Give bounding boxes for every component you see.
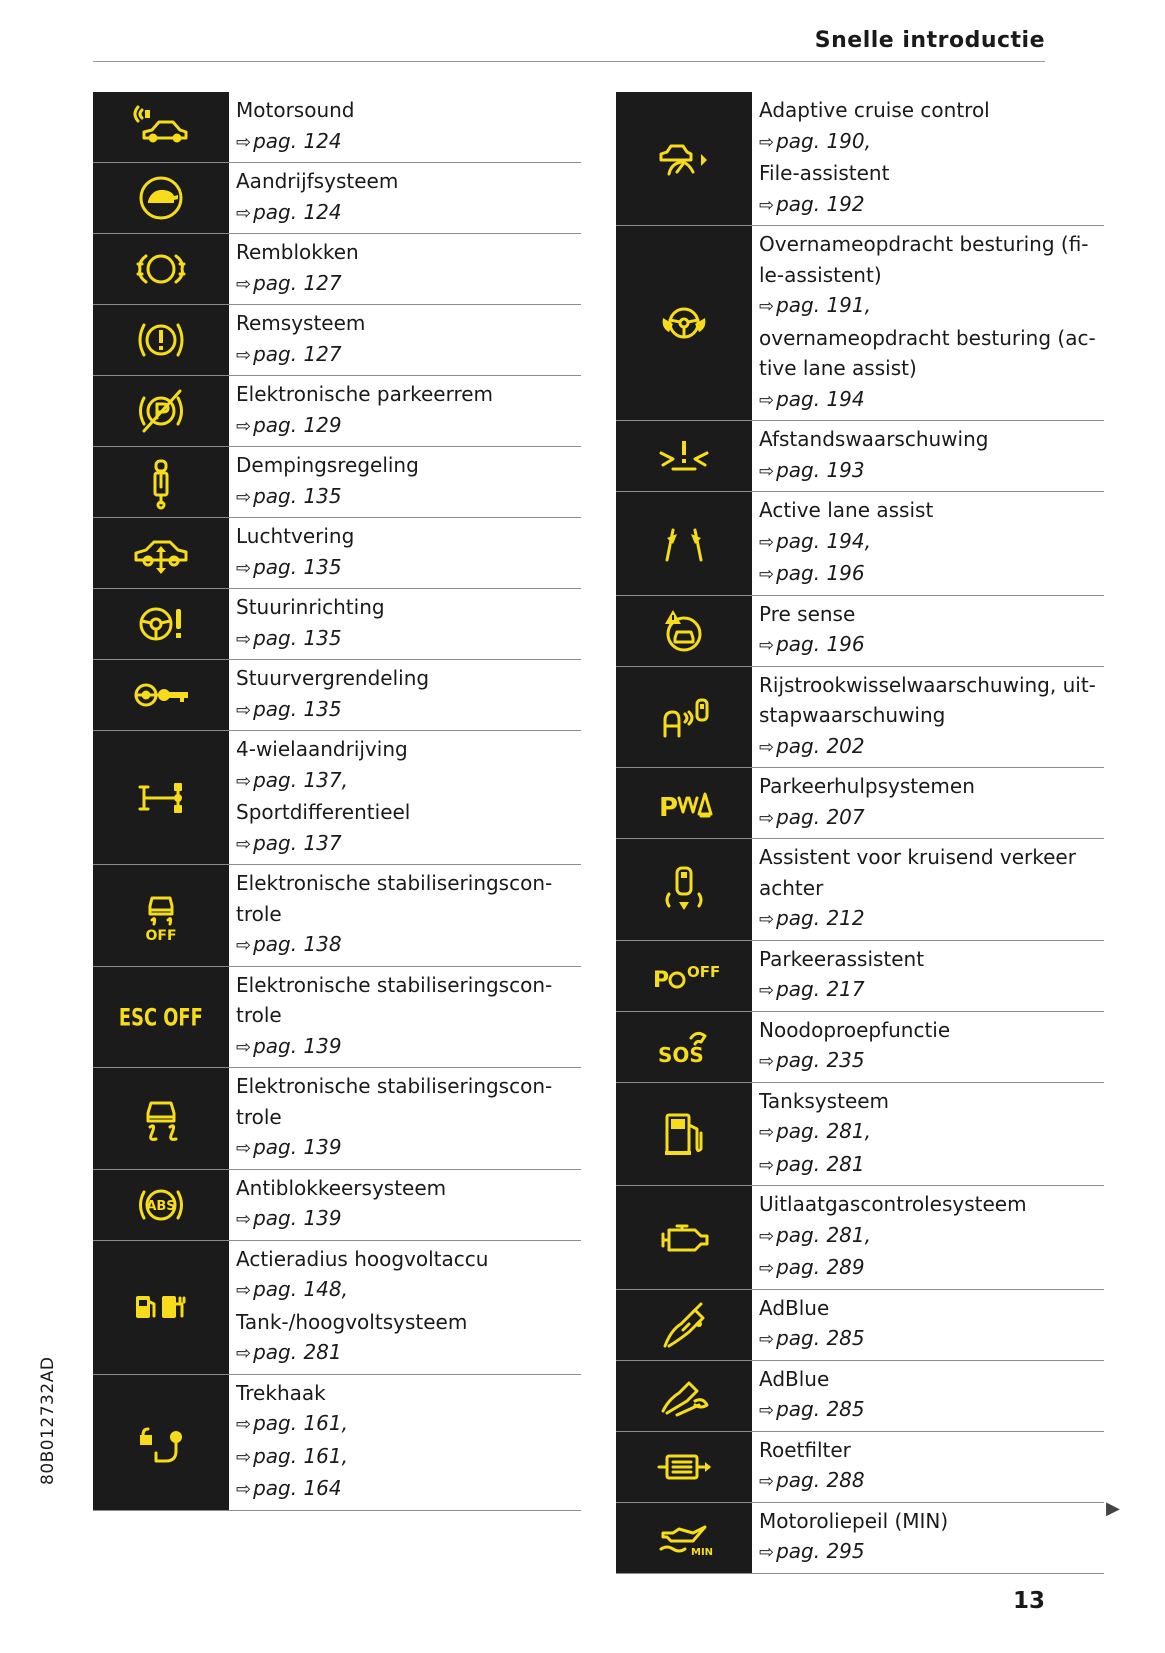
indicator-label: trole: [236, 1104, 282, 1129]
indicator-row: [616, 1012, 1104, 1083]
reference-arrow-icon: ⇨: [759, 389, 775, 411]
indicator-label: Uitlaatgascontrolesysteem: [759, 1192, 1027, 1216]
indicator-label: tive lane assist): [759, 356, 917, 380]
indicator-label: Stuurinrichting: [236, 595, 385, 619]
indicator-description: [752, 941, 1104, 1011]
indicator-label: Stuurvergrendeling: [236, 666, 430, 690]
reference-arrow-icon: ⇨: [759, 460, 775, 482]
park-assist-off-icon: [616, 941, 752, 1012]
air-suspension-icon: [93, 518, 229, 589]
indicator-label: le-assistent): [759, 262, 882, 287]
indicator-description: [752, 421, 1104, 491]
indicator-label: Trekhaak: [236, 1380, 326, 1405]
lane-change-warning-icon: [616, 667, 752, 769]
tow-hitch-icon: [93, 1375, 229, 1511]
svg-text:OFF: OFF: [145, 928, 177, 945]
drive-system-turtle-icon: [93, 163, 229, 234]
indicator-description: [229, 589, 581, 659]
indicator-row: [616, 1432, 1104, 1503]
reference-arrow-icon: ⇨: [759, 1471, 775, 1492]
indicator-description: [752, 1186, 1104, 1289]
page-reference: ⇨ pag. 161,: [236, 1443, 348, 1468]
indicator-row: [616, 596, 1104, 667]
reference-arrow-icon: ⇨: [236, 1138, 252, 1159]
indicator-row: [616, 1186, 1104, 1290]
reference-arrow-icon: ⇨: [236, 833, 252, 855]
indicator-row: [616, 1361, 1104, 1432]
oil-level-icon: [616, 1503, 752, 1574]
indicator-row: [93, 731, 581, 865]
page-reference: ⇨ pag. 135: [236, 625, 342, 650]
indicator-description: [752, 1432, 1104, 1502]
page-number: 13: [1012, 1588, 1045, 1614]
indicator-label: Remsysteem: [236, 311, 366, 335]
indicator-label: Remblokken: [236, 240, 359, 264]
indicator-row: [93, 1170, 581, 1241]
indicator-label: Noodoproepfunctie: [759, 1017, 951, 1042]
page-reference: ⇨ pag. 196: [759, 561, 865, 585]
indicator-label: trole: [236, 1003, 282, 1027]
fuel-pump-icon: [616, 1083, 752, 1187]
indicator-row: [93, 518, 581, 589]
stability-off-icon: [93, 865, 229, 967]
indicator-description: [229, 305, 581, 375]
page-reference: ⇨ pag. 196: [759, 632, 865, 656]
reference-arrow-icon: ⇨: [759, 1329, 775, 1350]
document-code: 80B012732AD: [38, 1356, 58, 1485]
indicator-label: Motorsound: [236, 98, 355, 122]
brake-pads-icon: [93, 234, 229, 305]
indicator-row: [616, 421, 1104, 492]
reference-arrow-icon: ⇨: [759, 1542, 775, 1563]
page-reference: ⇨ pag. 161,: [236, 1411, 348, 1435]
indicator-row: [616, 226, 1104, 421]
indicator-label: Elektronische stabiliseringscon-: [236, 1074, 553, 1098]
reference-arrow-icon: ⇨: [759, 1400, 775, 1421]
page-reference: ⇨ pag. 139: [236, 1206, 342, 1230]
reference-arrow-icon: ⇨: [759, 980, 775, 1001]
page-reference: ⇨ pag. 193: [759, 457, 865, 482]
cross-traffic-icon: [616, 839, 752, 941]
page-header-title: Snelle introductie: [814, 28, 1045, 53]
page-reference: ⇨ pag. 139: [236, 1033, 342, 1058]
indicator-label: Tank-/hoogvoltsysteem: [236, 1309, 468, 1334]
reference-arrow-icon: ⇨: [759, 1122, 775, 1143]
indicator-label: Active lane assist: [759, 498, 934, 522]
reference-arrow-icon: ⇨: [236, 557, 252, 579]
page-reference: ⇨ pag. 281,: [759, 1222, 871, 1247]
page-reference: ⇨ pag. 135: [236, 554, 342, 579]
indicator-label: Elektronische stabiliseringscon-: [236, 972, 553, 997]
page-reference: ⇨ pag. 235: [759, 1048, 865, 1072]
indicator-description: [229, 731, 581, 864]
indicator-label: AdBlue: [759, 1366, 830, 1391]
page-reference: ⇨ pag. 212: [759, 906, 865, 930]
svg-text:P: P: [659, 793, 679, 823]
indicator-description: [229, 1170, 581, 1240]
brake-system-icon: [93, 305, 229, 376]
reference-arrow-icon: ⇨: [236, 699, 252, 721]
reference-arrow-icon: ⇨: [236, 486, 252, 508]
indicator-row: [93, 305, 581, 376]
indicator-description: [752, 1361, 1104, 1431]
reference-arrow-icon: ⇨: [759, 194, 775, 216]
page-reference: ⇨ pag. 124: [236, 199, 342, 224]
parking-brake-off-icon: [93, 376, 229, 447]
reference-arrow-icon: ⇨: [236, 202, 252, 224]
page-reference: ⇨ pag. 194: [759, 386, 865, 411]
indicator-row: [616, 941, 1104, 1012]
reference-arrow-icon: ⇨: [759, 131, 775, 153]
indicator-label: overnameopdracht besturing (ac-: [759, 325, 1096, 350]
indicator-label: Sportdifferentieel: [236, 800, 411, 824]
indicator-row: [93, 1241, 581, 1375]
indicator-description: [229, 518, 581, 588]
reference-arrow-icon: ⇨: [236, 1446, 252, 1468]
indicator-description: [752, 1503, 1104, 1573]
page-reference: ⇨ pag. 124: [236, 128, 342, 153]
indicator-row: [616, 492, 1104, 596]
page-reference: ⇨ pag. 207: [759, 804, 865, 829]
reference-arrow-icon: ⇨: [236, 1209, 252, 1230]
indicator-label: Antiblokkeersysteem: [236, 1175, 447, 1200]
reference-arrow-icon: ⇨: [236, 1036, 252, 1058]
page-reference: ⇨ pag. 137: [236, 830, 342, 855]
abs-icon: [93, 1170, 229, 1241]
next-page-arrow: ▶: [1106, 1498, 1120, 1519]
indicator-row: [616, 92, 1104, 226]
indicator-row: [93, 1068, 581, 1170]
indicator-label: Adaptive cruise control: [759, 98, 990, 122]
indicator-description: [752, 1290, 1104, 1360]
indicator-description: [752, 1012, 1104, 1082]
page-reference: ⇨ pag. 194,: [759, 528, 871, 553]
page-reference: ⇨ pag. 295: [759, 1539, 865, 1563]
lane-assist-icon: [616, 492, 752, 596]
steering-warning-icon: [93, 589, 229, 660]
indicator-label: trole: [236, 901, 282, 926]
indicator-description: [229, 376, 581, 446]
page-reference: ⇨ pag. 138: [236, 932, 342, 956]
four-wheel-drive-icon: [93, 731, 229, 865]
page-reference: ⇨ pag. 202: [759, 733, 865, 758]
indicator-label: Aandrijfsysteem: [236, 169, 399, 193]
indicator-row: [93, 234, 581, 305]
reference-arrow-icon: ⇨: [759, 1154, 775, 1176]
reference-arrow-icon: ⇨: [236, 273, 252, 295]
reference-arrow-icon: ⇨: [236, 1280, 252, 1301]
indicator-row: [93, 865, 581, 967]
reference-arrow-icon: ⇨: [236, 770, 252, 792]
reference-arrow-icon: ⇨: [236, 628, 252, 650]
indicator-label: Roetfilter: [759, 1437, 851, 1462]
page-reference: ⇨ pag. 217: [759, 977, 865, 1001]
engine-check-icon: [616, 1186, 752, 1290]
indicator-description: [752, 667, 1104, 768]
svg-text:MIN: MIN: [691, 1546, 714, 1558]
page-reference: ⇨ pag. 288: [759, 1468, 865, 1492]
indicator-label: Overnameopdracht besturing (fi-: [759, 232, 1089, 256]
indicator-description: [229, 92, 581, 162]
reference-arrow-icon: ⇨: [236, 1479, 252, 1500]
svg-text:ESC OFF: ESC OFF: [118, 1003, 203, 1033]
indicator-row: [616, 1083, 1104, 1187]
indicator-description: [229, 1068, 581, 1169]
reference-arrow-icon: ⇨: [236, 415, 252, 437]
indicator-description: [229, 234, 581, 304]
indicator-row: [93, 589, 581, 660]
page-reference: ⇨ pag. 135: [236, 483, 342, 508]
reference-arrow-icon: ⇨: [236, 935, 252, 956]
indicator-description: [229, 967, 581, 1068]
indicator-description: [752, 1083, 1104, 1186]
reference-arrow-icon: ⇨: [759, 1258, 775, 1279]
svg-text:SOS: SOS: [658, 1042, 704, 1067]
left-indicator-table: [93, 92, 581, 1511]
indicator-description: [752, 226, 1104, 420]
indicator-row: [93, 967, 581, 1069]
indicator-label: Parkeerhulpsystemen: [759, 774, 975, 798]
indicator-description: [752, 768, 1104, 838]
indicator-row: [93, 376, 581, 447]
page-reference: ⇨ pag. 135: [236, 696, 342, 721]
indicator-description: [229, 1241, 581, 1374]
adblue-icon: [616, 1290, 752, 1361]
indicator-label: Afstandswaarschuwing: [759, 427, 989, 451]
indicator-description: [229, 660, 581, 730]
svg-text:OFF: OFF: [687, 962, 721, 981]
indicator-row: [93, 92, 581, 163]
reference-arrow-icon: ⇨: [759, 909, 775, 930]
page-reference: ⇨ pag. 129: [236, 412, 342, 437]
indicator-label: stapwaarschuwing: [759, 703, 946, 727]
page-reference: ⇨ pag. 281,: [759, 1119, 871, 1143]
indicator-label: Actieradius hoogvoltaccu: [236, 1246, 489, 1271]
pre-sense-icon: [616, 596, 752, 667]
adblue-service-icon: [616, 1361, 752, 1432]
page-reference: ⇨ pag. 127: [236, 341, 342, 366]
reference-arrow-icon: ⇨: [236, 1414, 252, 1435]
reference-arrow-icon: ⇨: [759, 635, 775, 656]
right-indicator-table: [616, 92, 1104, 1574]
page-reference: ⇨ pag. 192: [759, 191, 865, 216]
page-reference: ⇨ pag. 164: [236, 1476, 342, 1500]
adaptive-cruise-icon: [616, 92, 752, 226]
header-divider: [93, 61, 1045, 62]
indicator-row: [93, 660, 581, 731]
sos-icon: [616, 1012, 752, 1083]
indicator-label: Parkeerassistent: [759, 946, 925, 971]
reference-arrow-icon: ⇨: [759, 807, 775, 829]
indicator-description: [752, 92, 1104, 225]
indicator-row: [616, 1290, 1104, 1361]
page-reference: ⇨ pag. 285: [759, 1397, 865, 1421]
page-reference: ⇨ pag. 289: [759, 1255, 865, 1279]
page-reference: ⇨ pag. 281: [759, 1151, 865, 1176]
damper-icon: [93, 447, 229, 518]
reference-arrow-icon: ⇨: [236, 1343, 252, 1364]
indicator-description: [752, 596, 1104, 666]
parking-aid-icon: [616, 768, 752, 839]
indicator-description: [229, 447, 581, 517]
indicator-description: [229, 163, 581, 233]
page-reference: ⇨ pag. 191,: [759, 293, 871, 317]
indicator-row: [616, 839, 1104, 941]
indicator-label: Elektronische stabiliseringscon-: [236, 871, 553, 895]
indicator-label: Dempingsregeling: [236, 453, 419, 477]
indicator-label: Rijstrookwisselwaarschuwing, uit-: [759, 672, 1096, 697]
indicator-row: [93, 1375, 581, 1511]
indicator-label: Luchtvering: [236, 524, 355, 548]
indicator-row: [616, 1503, 1104, 1574]
indicator-row: [93, 447, 581, 518]
page-reference: ⇨ pag. 137,: [236, 767, 348, 792]
reference-arrow-icon: ⇨: [759, 736, 775, 758]
svg-text:ABS: ABS: [146, 1198, 176, 1214]
reference-arrow-icon: ⇨: [759, 1051, 775, 1072]
distance-warning-icon: [616, 421, 752, 492]
motorsound-icon: [93, 92, 229, 163]
indicator-label: AdBlue: [759, 1295, 830, 1320]
steering-lock-icon: [93, 660, 229, 731]
indicator-label: Tanksysteem: [759, 1088, 890, 1113]
stability-control-icon: [93, 1068, 229, 1170]
page-reference: ⇨ pag. 127: [236, 270, 342, 295]
esc-off-icon: [93, 967, 229, 1069]
indicator-description: [229, 865, 581, 966]
indicator-label: Elektronische parkeerrem: [236, 382, 494, 406]
reference-arrow-icon: ⇨: [759, 1225, 775, 1247]
indicator-label: Pre sense: [759, 601, 856, 626]
indicator-row: [93, 163, 581, 234]
indicator-row: [616, 667, 1104, 769]
indicator-label: File-assistent: [759, 161, 890, 185]
particulate-filter-icon: [616, 1432, 752, 1503]
fuel-electric-icon: [93, 1241, 229, 1375]
page-reference: ⇨ pag. 148,: [236, 1277, 348, 1301]
svg-text:P: P: [653, 967, 670, 993]
page-reference: ⇨ pag. 285: [759, 1326, 865, 1350]
page-reference: ⇨ pag. 281: [236, 1340, 342, 1364]
indicator-label: Motoroliepeil (MIN): [759, 1508, 949, 1533]
indicator-label: 4-wielaandrijving: [236, 737, 408, 761]
indicator-row: [616, 768, 1104, 839]
indicator-description: [752, 492, 1104, 595]
reference-arrow-icon: ⇨: [759, 564, 775, 585]
indicator-description: [752, 839, 1104, 940]
page-reference: ⇨ pag. 190,: [759, 128, 871, 153]
hands-on-wheel-icon: [616, 226, 752, 421]
reference-arrow-icon: ⇨: [759, 296, 775, 317]
indicator-label: achter: [759, 875, 824, 900]
indicator-description: [229, 1375, 581, 1510]
indicator-label: Assistent voor kruisend verkeer: [759, 845, 1076, 869]
reference-arrow-icon: ⇨: [759, 531, 775, 553]
reference-arrow-icon: ⇨: [236, 344, 252, 366]
reference-arrow-icon: ⇨: [236, 131, 252, 153]
page-reference: ⇨ pag. 139: [236, 1135, 342, 1159]
